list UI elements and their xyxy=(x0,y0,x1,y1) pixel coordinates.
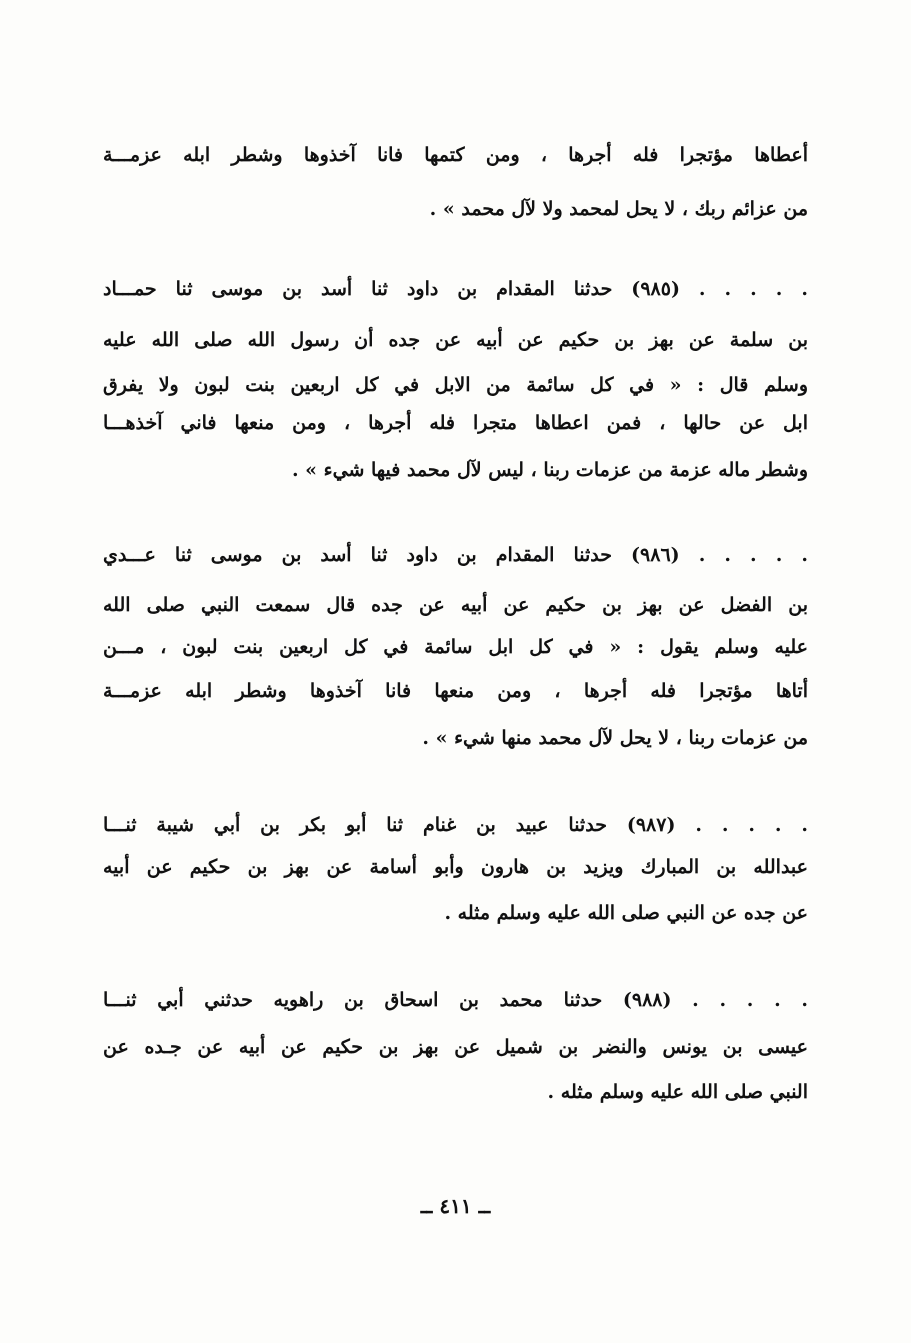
paragraph-4-line-3: عن جده عن النبي صلى الله عليه وسلم مثله . xyxy=(444,902,808,924)
paragraph-1-line-2: من عزائم ربك ، لا يحل لمحمد ولا لآل محمد » . xyxy=(429,198,808,220)
paragraph-3-line-5: من عزمات ربنا ، لا يحل لآل محمد منها شيء » . xyxy=(422,727,808,749)
paragraph-5-line-1: . . . . . (٩٨٨) حدثنا محمد بن اسحاق بن راهويه حدثني أبي ثنـــا xyxy=(103,989,808,1011)
paragraph-1-line-1: أعطاها مؤتجرا فله أجرها ، ومن كتمها فانا آخذوها وشطر ابله عزمـــة xyxy=(103,144,808,166)
paragraph-2-line-3: وسلم قال : « في كل سائمة من الابل في كل اربعين بنت لبون ولا يفرق xyxy=(103,374,808,396)
paragraph-2-line-2: بن سلمة عن بهز بن حكيم عن أبيه عن جده أن رسول الله صلى الله عليه xyxy=(103,329,808,351)
paragraph-3-line-4: أتاها مؤتجرا فله أجرها ، ومن منعها فانا آخذوها وشطر ابله عزمـــة xyxy=(103,680,808,702)
paragraph-2-line-5: وشطر ماله عزمة من عزمات ربنا ، ليس لآل محمد فيها شيء » . xyxy=(291,459,808,481)
paragraph-4-line-2: عبدالله بن المبارك ويزيد بن هارون وأبو أسامة عن بهز بن حكيم عن أبيه xyxy=(103,856,808,878)
paragraph-4-line-1: . . . . . (٩٨٧) حدثنا عبيد بن غنام ثنا أبو بكر بن أبي شيبة ثنـــا xyxy=(103,814,808,836)
paragraph-3-line-3: عليه وسلم يقول : « في كل ابل سائمة في كل اربعين بنت لبون ، مـــن xyxy=(103,636,808,658)
paragraph-5-line-2: عيسى بن يونس والنضر بن شميل عن بهز بن حكيم عن أبيه عن جـده عن xyxy=(103,1036,808,1058)
paragraph-5-line-3: النبي صلى الله عليه وسلم مثله . xyxy=(547,1081,808,1103)
page-number: ــ ٤١١ ــ xyxy=(420,1194,491,1218)
paragraph-2-line-1: . . . . . (٩٨٥) حدثنا المقدام بن داود ثنا أسد بن موسى ثنا حمـــاد xyxy=(103,278,808,300)
paragraph-2-line-4: ابل عن حالها ، فمن اعطاها متجرا فله أجرها ، ومن منعها فاني آخذهـــا xyxy=(103,412,808,434)
paragraph-3-line-2: بن الفضل عن بهز بن حكيم عن أبيه عن جده قال سمعت النبي صلى الله xyxy=(103,594,808,616)
paragraph-3-line-1: . . . . . (٩٨٦) حدثنا المقدام بن داود ثنا أسد بن موسى ثنا عـــدي xyxy=(103,544,808,566)
